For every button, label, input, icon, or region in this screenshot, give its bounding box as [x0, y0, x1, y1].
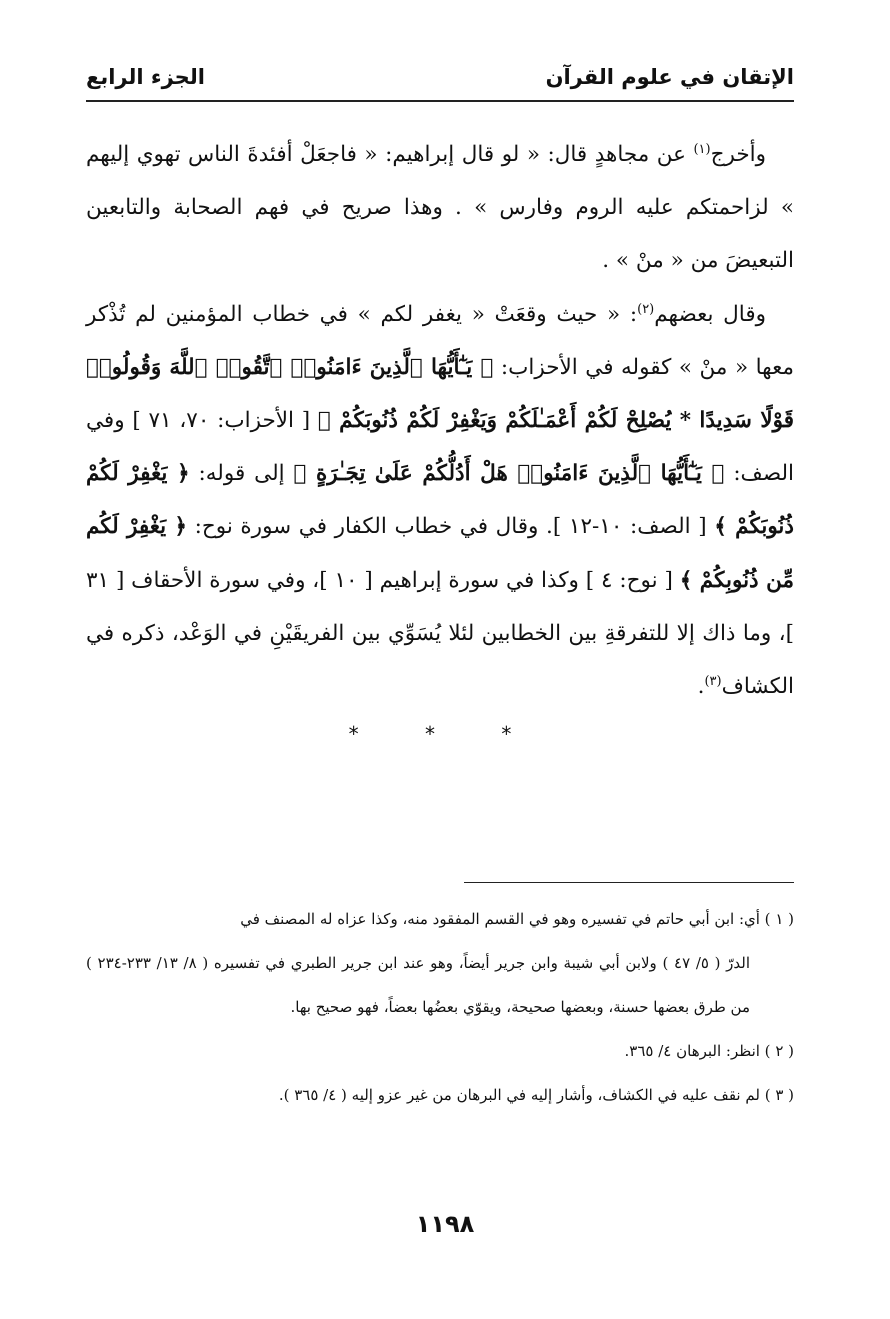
quran-verse: ﴿ يَـٰٓأَيُّهَا ٱلَّذِينَ ءَامَنُوا۟ هَلْ أَدُلُّكُمْ عَلَىٰ تِجَـٰرَةٍ ﴾: [293, 461, 725, 487]
footnote-2: ( ٢ ) انظر: البرهان ٤/ ٣٦٥.: [624, 1042, 794, 1060]
text-run: وأخرج: [710, 142, 766, 167]
footnote-divider: [464, 882, 794, 883]
footnote-ref-1: (١): [693, 141, 711, 157]
footnote-ref-3: (٣): [704, 673, 722, 689]
paragraph-1: [86, 128, 794, 288]
text-run: : « حيث وقعَتْ « يغفر لكم » في خطاب المؤمنين لم تُذْكر معها « منْ » كقوله في الأحزاب:: [86, 301, 794, 380]
footnote-1-continuation: الدرّ ( ٥/ ٤٧ ) ولابن أبي شيبة وابن جرير أيضاً، وهو عند ابن جرير الطبري في تفسيره ( ٨/ ١٣/ ٢٣٣-٢٣٤ ) من طرق بعضها حسنة، وبعضها صحيحة، ويقوّي بعضُها بعضاً، فهو صحيح بها.: [86, 954, 751, 1016]
text-run: [ الأحزاب: ٧٠، ٧١ ] وفي الصف:: [86, 408, 794, 487]
text-run: [ الصف: ١٠-١٢ ]. وقال في خطاب الكفار في سورة نوح:: [186, 514, 715, 540]
footnote-3: ( ٣ ) لم نقف عليه في الكشاف، وأشار إليه في البرهان من غير عزو إليه ( ٤/ ٣٦٥ ).: [278, 1086, 794, 1104]
text-run: عن مجاهدٍ قال: « لو قال إبراهيم: « فاجعَلْ أفئدةَ الناس تهوي إليهم » لزاحمتكم عليه الروم وفارس » . وهذا صريح في فهم الصحابة والتابعين التبعيضَ من « منْ » .: [86, 142, 794, 274]
main-text: [86, 128, 794, 713]
volume-label: الجزء الرابع: [86, 65, 205, 89]
footnote-ref-2: (٢): [637, 301, 655, 317]
section-separator: * * *: [348, 722, 542, 746]
footnotes: [86, 897, 794, 1117]
text-run: وقال بعضهم: [654, 301, 767, 327]
running-header: [86, 54, 794, 102]
footnote-1: ( ١ ) أي: ابن أبي حاتم في تفسيره وهو في القسم المفقود منه، وكذا عزاه له المصنف في: [240, 910, 794, 928]
text-run: .: [697, 674, 705, 700]
text-run: إلى قوله:: [189, 461, 294, 487]
book-title: الإتقان في علوم القرآن: [545, 65, 794, 89]
page-number: ١١٩٨: [415, 1210, 475, 1238]
quran-verse: ﴿ يَغْفِرْ لَكُمْ ذُنُوبَكُمْ ﴾: [86, 461, 794, 540]
text-run: [ نوح: ٤ ] وكذا في سورة إبراهيم [ ١٠ ]، وفي سورة الأحقاف [ ٣١ ]، وما ذاك إلا للتفرقةِ بين الخطابين لئلا يُسَوِّي بين الفريقَيْنِ في الوَعْد، ذكره في الكشاف: [86, 567, 794, 700]
paragraph-2: [86, 288, 794, 714]
quran-verse: ﴿ يَغْفِرْ لَكُم مِّن ذُنُوبِكُمْ ﴾: [86, 514, 794, 593]
quran-verse: ﴿ يَـٰٓأَيُّهَا ٱلَّذِينَ ءَامَنُوا۟ ٱتَّقُوا۟ ٱللَّهَ وَقُولُوا۟ قَوْلًا سَدِيدًا * يُصْلِحْ لَكُمْ أَعْمَـٰلَكُمْ وَيَغْفِرْ لَكُمْ ذُنُوبَكُمْ ﴾: [86, 354, 794, 434]
